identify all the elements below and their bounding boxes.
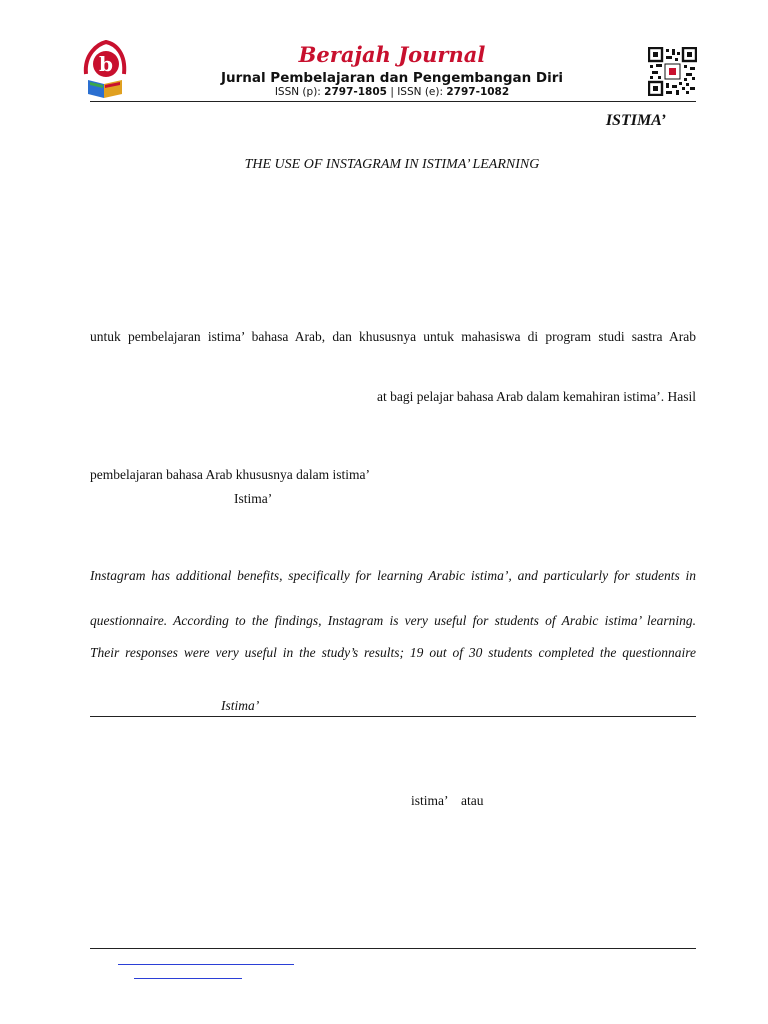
issn-p-label: ISSN (p): xyxy=(274,86,325,98)
journal-subtitle: Jurnal Pembelajaran dan Pengembangan Diri xyxy=(220,70,564,86)
abstract-id-line-1: untuk pembelajaran istima’ bahasa Arab, dan khususnya untuk mahasiswa di program studi sastra Arab xyxy=(90,329,696,344)
footnote-rule xyxy=(90,948,696,949)
footnote-link-1[interactable] xyxy=(118,964,294,965)
issn-p: 2797-1805 xyxy=(324,86,387,98)
abstract-id-line-2: at bagi pelajar bahasa Arab dalam kemahiran istima’. Hasil xyxy=(376,389,696,404)
running-head: ISTIMA’ xyxy=(605,112,666,129)
header-rule xyxy=(90,101,696,102)
qr-code-icon xyxy=(648,47,697,96)
keyword-en: Istima’ xyxy=(221,698,260,713)
abstract-en-line-3: Their responses were very useful in the study’s results; 19 out of 30 students completed the questionnaire xyxy=(90,645,696,660)
logo-letter: b xyxy=(99,52,113,76)
body-fragment: istima’ atau xyxy=(411,793,484,808)
abstract-en-line-2: questionnaire. According to the findings, Instagram is very useful for students of Arabic istima’ learning. xyxy=(90,613,696,628)
journal-title: Berajah Journal xyxy=(298,42,486,67)
article-title: THE USE OF INSTAGRAM IN ISTIMA’ LEARNING xyxy=(244,157,540,172)
abstract-en-line-1: Instagram has additional benefits, specifically for learning Arabic istima’, and particularly for students in xyxy=(90,568,696,583)
keyword-id: Istima’ xyxy=(234,491,273,506)
issn-e: 2797-1082 xyxy=(446,86,510,98)
abstract-id-line-3: pembelajaran bahasa Arab khususnya dalam istima’ xyxy=(90,467,371,482)
footnote-link-2[interactable] xyxy=(134,978,242,979)
abstract-divider xyxy=(90,716,696,717)
issn-separator: | ISSN (e): xyxy=(386,86,447,98)
